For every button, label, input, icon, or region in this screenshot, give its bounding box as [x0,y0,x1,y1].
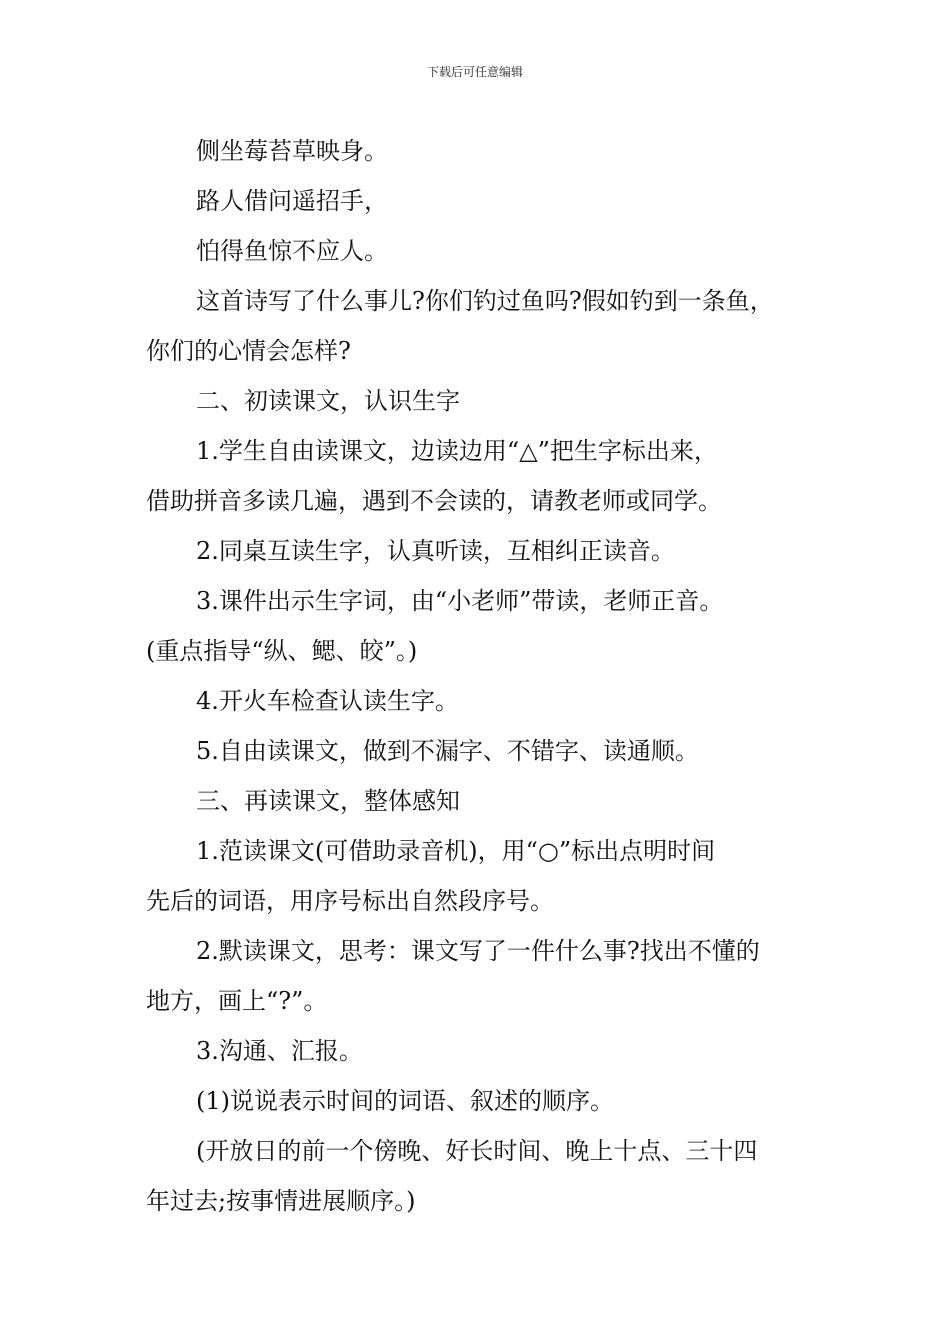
section-heading: 二、初读课文，认识生字 [196,387,460,415]
text-line: 怕得鱼惊不应人。 [196,237,388,265]
list-item: 1.范读课文(可借助录音机)，用“○”标出点明时间 [196,837,716,865]
paragraph-line: 这首诗写了什么事儿?你们钓过鱼吗?假如钓到一条鱼， [196,287,774,315]
paragraph-continuation: 年过去;按事情进展顺序。) [146,1187,416,1215]
list-item: 2.默读课文，思考：课文写了一件什么事?找出不懂的 [196,937,760,965]
list-item: 3.课件出示生字词，由“小老师”带读，老师正音。 [196,587,724,615]
list-item: 1.学生自由读课文，边读边用“△”把生字标出来， [196,437,718,465]
list-item: 4.开火车检查认读生字。 [196,687,459,715]
sub-list-item: (1)说说表示时间的词语、叙述的顺序。 [196,1087,614,1115]
text-line: 侧坐莓苔草映身。 [196,137,388,165]
list-item: 5.自由读课文，做到不漏字、不错字、读通顺。 [196,737,699,765]
list-item-continuation: 先后的词语，用序号标出自然段序号。 [146,887,554,915]
text-line: 路人借问遥招手， [196,187,388,215]
paragraph-continuation: 你们的心情会怎样? [146,337,351,365]
list-item-continuation: 地方，画上“?”。 [146,987,328,1015]
list-item: 3.沟通、汇报。 [196,1037,363,1065]
section-heading: 三、再读课文，整体感知 [196,787,460,815]
list-item: 2.同桌互读生字，认真听读，互相纠正读音。 [196,537,675,565]
page-header: 下载后可任意编辑 [426,65,523,79]
paragraph-line: (开放日的前一个傍晚、好长时间、晚上十点、三十四 [196,1137,758,1165]
list-item-continuation: (重点指导“纵、鳃、皎”。) [146,637,418,665]
list-item-continuation: 借助拼音多读几遍，遇到不会读的，请教老师或同学。 [146,487,722,515]
document-body [146,126,816,1226]
